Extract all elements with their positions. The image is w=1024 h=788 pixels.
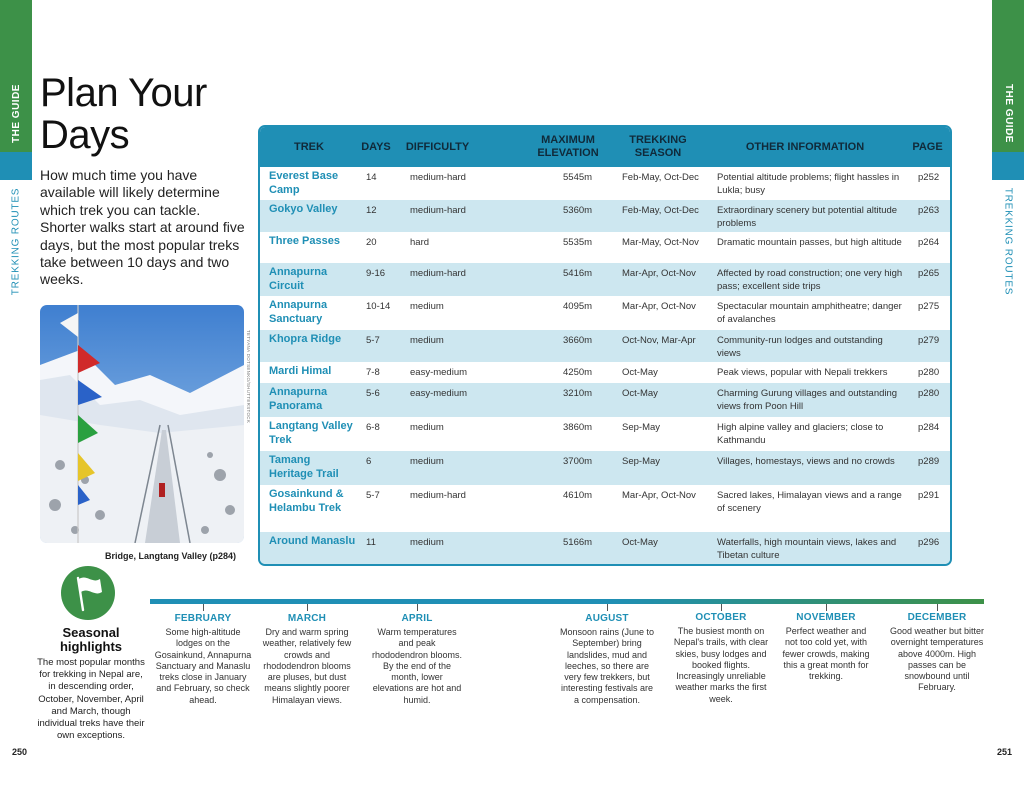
table-row [260,200,950,232]
section-tab-marker [0,152,32,180]
cell-elevation: 5535m [563,237,593,248]
cell-name[interactable]: Annapurna Sanctuary [269,299,328,325]
cell-season: Oct-Nov, Mar-Apr [622,335,696,346]
cell-name[interactable]: Mardi Himal [269,365,332,377]
month-february [153,613,253,706]
cell-elevation: 5416m [563,268,593,279]
table-row [260,362,950,383]
seasonal-title: Seasonal highlights [59,625,123,654]
month-name: MARCH [287,613,327,624]
cell-info: Potential altitude problems; flight hassles in Lukla; busy [717,172,900,196]
cell-difficulty: medium [410,335,444,346]
timeline-bar [150,599,984,604]
section-tab-label[interactable]: TREKKING ROUTES [1002,187,1014,295]
page-number-right: 251 [997,747,1013,757]
page-title [40,72,255,156]
table-row [260,296,950,330]
month-name: AUGUST [585,613,629,624]
cell-season: Mar-May, Oct-Nov [622,237,699,248]
cell-page[interactable]: p263 [918,205,940,216]
bridge-photo-illustration [40,305,244,543]
cell-elevation: 4095m [563,301,593,312]
cell-season: Feb-May, Oct-Dec [622,205,699,216]
cell-page[interactable]: p284 [918,422,940,433]
cell-info: Affected by road construction; one very high pass; excellent side trips [717,268,903,292]
month-august [560,613,655,706]
month-description: Some high-altitude lodges on the Gosainkund, Annapurna Sanctuary and Manaslu treks close in January and February, so check ahead. [154,627,252,705]
cell-info: Extraordinary scenery but potential altitude problems [717,205,898,229]
cell-difficulty: medium [410,422,444,433]
header-difficulty: DIFFICULTY [405,140,470,153]
cell-name[interactable]: Annapurna Panorama [269,386,328,412]
cell-season: Feb-May, Oct-Dec [622,172,699,183]
cell-difficulty: medium [410,456,444,467]
timeline-tick [607,604,608,611]
cell-name[interactable]: Around Manaslu [269,535,356,547]
cell-days: 14 [366,172,377,183]
cell-info: Community-run lodges and outstanding views [717,335,883,359]
cell-info: Spectacular mountain amphitheatre; danger of avalanches [717,301,902,325]
cell-days: 20 [366,237,377,248]
month-name: DECEMBER [907,612,967,623]
cell-elevation: 3700m [563,456,593,467]
table-row [260,383,950,417]
cell-elevation: 5360m [563,205,593,216]
cell-difficulty: hard [410,237,430,248]
cell-difficulty: medium-hard [410,490,466,501]
month-april [371,613,463,706]
cell-page[interactable]: p275 [918,301,940,312]
page-title-line-2: Days [40,113,130,157]
cell-elevation: 5166m [563,537,593,548]
cell-days: 6-8 [366,422,380,433]
cell-name[interactable]: Gosainkund & Helambu Trek [269,488,344,514]
flag-icon-glyph [61,566,115,620]
cell-difficulty: medium-hard [410,268,466,279]
cell-name[interactable]: Annapurna Circuit [269,266,328,292]
cell-days: 7-8 [366,367,380,378]
table-row [260,167,950,200]
intro-paragraph: How much time you have available will likely determine which trek you can tackle. Shorter walks start at around five days, but the most popular treks take between 10 days and two weeks. [40,167,245,288]
cell-name[interactable]: Gokyo Valley [269,203,338,215]
table-row [260,417,950,451]
cell-page[interactable]: p279 [918,335,940,346]
month-march [262,613,352,706]
cell-difficulty: medium [410,301,444,312]
timeline-tick [937,604,938,611]
month-name: FEBRUARY [174,613,232,624]
table-row [260,485,950,532]
cell-page[interactable]: p280 [918,367,940,378]
cell-days: 5-7 [366,335,380,346]
cell-days: 5-7 [366,490,380,501]
cell-season: Mar-Apr, Oct-Nov [622,490,696,501]
table-row [260,532,950,564]
timeline-tick [417,604,418,611]
month-november [782,612,870,682]
cell-days: 9-16 [366,268,386,279]
cell-difficulty: easy-medium [410,367,468,378]
header-info: OTHER INFORMATION [745,140,865,153]
month-name: NOVEMBER [796,612,856,623]
cell-difficulty: medium-hard [410,172,466,183]
trek-table [258,125,952,566]
photo-credit: TETYANA DOTSENKO/SHUTTERSTOCK [246,329,252,423]
photo-caption: Bridge, Langtang Valley (p284) [104,551,236,561]
cell-difficulty: easy-medium [410,388,468,399]
month-december [890,612,985,694]
cell-page[interactable]: p296 [918,537,940,548]
cell-name[interactable]: Tamang Heritage Trail [269,454,339,480]
cell-difficulty: medium [410,537,444,548]
cell-elevation: 3860m [563,422,593,433]
month-october [674,612,769,705]
seasonal-body: The most popular months for trekking in Nepal are, in descending order, October, November, April and March, though individual treks have their own exceptions. [37,657,145,742]
section-tab-marker [992,152,1024,180]
cell-days: 12 [366,205,377,216]
cell-name[interactable]: Khopra Ridge [269,333,342,345]
cell-page[interactable]: p252 [918,172,940,183]
cell-page[interactable]: p289 [918,456,940,467]
cell-elevation: 4250m [563,367,593,378]
timeline-tick [203,604,204,611]
cell-season: Sep-May [622,456,661,467]
table-row [260,232,950,263]
cell-elevation: 5545m [563,172,593,183]
right-side-tab [992,0,1024,788]
cell-season: Oct-May [622,388,658,399]
cell-info: Villages, homestays, views and no crowds [717,456,895,467]
timeline-tick [721,604,722,611]
table-row [260,451,950,485]
bridge-photo [40,305,244,543]
header-season: TREKKING SEASON [629,134,687,159]
cell-season: Mar-Apr, Oct-Nov [622,301,696,312]
cell-days: 6 [366,456,372,467]
cell-info: Peak views, popular with Nepali trekkers [717,367,888,378]
cell-name[interactable]: Everest Base Camp [269,170,339,196]
month-name: OCTOBER [695,612,747,623]
cell-page[interactable]: p280 [918,388,940,399]
header-trek: TREK [294,140,324,153]
page-title-line-1: Plan Your [40,71,207,115]
table-row [260,263,950,296]
cell-days: 11 [366,537,376,548]
timeline-tick [826,604,827,611]
month-description: Dry and warm spring weather, relatively few crowds and rhododendron blooms are pluses, but dust means slightly poorer Himalayan views. [262,627,352,705]
flag-icon [61,566,115,620]
cell-elevation: 4610m [563,490,593,501]
month-description: Perfect weather and not too cold yet, with fewer crowds, making this a great month for trekking. [782,626,870,682]
cell-info: Charming Gurung villages and outstanding views from Poon Hill [717,388,898,412]
month-description: Warm temperatures and peak rhododendron blooms. By the end of the month, lower elevations are hot and humid. [371,627,463,705]
cell-page[interactable]: p265 [918,268,940,279]
cell-name[interactable]: Langtang Valley Trek [269,420,353,446]
cell-page[interactable]: p291 [918,490,940,501]
month-description: Monsoon rains (June to September) bring landslides, mud and leeches, so there are very few trekkers, but interesting festivals are a compensation. [559,627,655,705]
cell-season: Mar-Apr, Oct-Nov [622,268,696,279]
cell-name[interactable]: Three Passes [269,235,340,247]
cell-days: 5-6 [366,388,380,399]
table-header [260,127,950,167]
month-name: APRIL [401,613,433,624]
cell-difficulty: medium-hard [410,205,466,216]
cell-elevation: 3210m [563,388,593,399]
cell-days: 10-14 [366,301,391,312]
month-description: The busiest month on Nepal's trails, with clear skies, busy lodges and booked flights. Increasingly unreliable weather marks the first week. [673,626,769,704]
month-description: Good weather but bitter overnight temperatures above 4000m. High passes can be snowbound until February. [889,626,985,693]
cell-season: Oct-May [622,367,658,378]
page-number-left: 250 [12,747,28,757]
header-elevation: MAXIMUM ELEVATION [537,134,599,159]
cell-info: Waterfalls, high mountain views, lakes and Tibetan culture [717,537,897,561]
cell-season: Oct-May [622,537,658,548]
cell-season: Sep-May [622,422,661,433]
cell-info: Sacred lakes, Himalayan views and a range of scenery [717,490,902,514]
guide-tab-label[interactable]: THE GUIDE [10,83,22,143]
guide-tab-label[interactable]: THE GUIDE [1002,83,1014,143]
timeline-tick [307,604,308,611]
header-days: DAYS [361,140,391,153]
cell-info: High alpine valley and glaciers; close to Kathmandu [717,422,884,446]
cell-elevation: 3660m [563,335,593,346]
header-page: PAGE [912,140,943,153]
cell-info: Dramatic mountain passes, but high altitude [717,237,902,248]
section-tab-label[interactable]: TREKKING ROUTES [10,187,22,295]
cell-page[interactable]: p264 [918,237,940,248]
left-side-tab [0,0,32,788]
table-row [260,330,950,362]
